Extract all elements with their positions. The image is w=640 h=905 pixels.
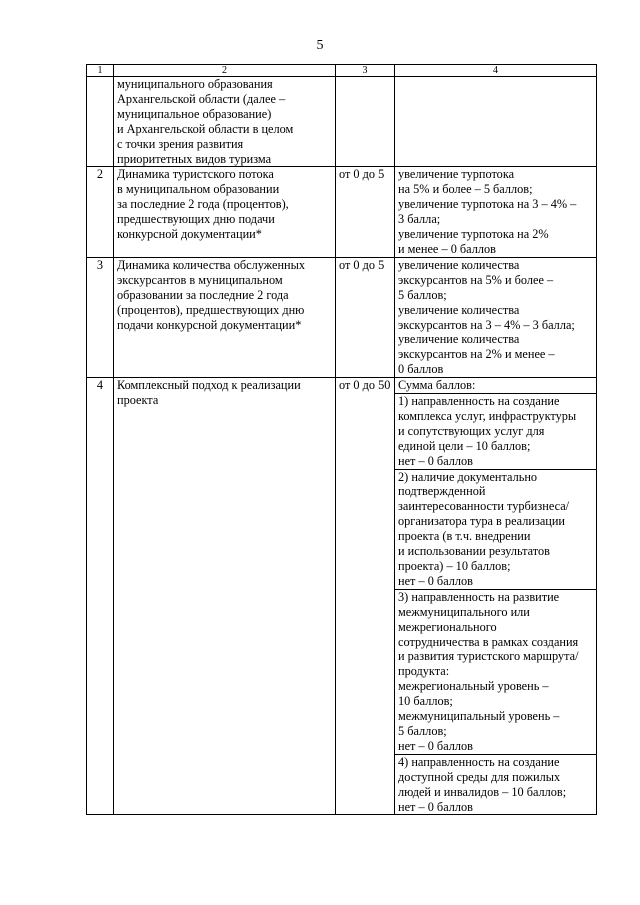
header-cell-1: 1	[87, 65, 114, 77]
scoring-line: нет – 0 баллов	[398, 573, 473, 588]
scoring-line: продукта:	[398, 664, 450, 679]
scoring-line: увеличение количества	[398, 332, 520, 347]
criterion-line: экскурсантов в муниципальном	[117, 272, 283, 287]
table-header-row	[87, 65, 597, 77]
scoring-line: единой цели – 10 баллов;	[398, 438, 531, 453]
scoring-line: увеличение турпотока на 3 – 4% –	[398, 197, 577, 212]
range-cell: от 0 до 5	[336, 257, 395, 377]
criterion-line: за последние 2 года (процентов),	[117, 197, 289, 212]
criterion-line: Архангельской области (далее –	[117, 91, 286, 106]
scoring-line: межрегионального	[398, 619, 497, 634]
table-row-3	[87, 257, 597, 377]
scoring-line: заинтересованности турбизнеса/	[398, 499, 570, 514]
table-row-4	[87, 378, 597, 394]
row-number-cell: 3	[87, 257, 114, 377]
criterion-line: с точки зрения развития	[117, 136, 244, 151]
range-cell	[336, 77, 395, 167]
scoring-line: 1) направленность на создание	[398, 394, 560, 409]
scoring-line: нет – 0 баллов	[398, 738, 473, 753]
header-cell-3: 3	[336, 65, 395, 77]
header-cell-4: 4	[395, 65, 597, 77]
criterion-line: муниципальное образование)	[117, 106, 272, 121]
sum-label-cell	[395, 378, 597, 394]
scoring-line: 0 баллов	[398, 362, 444, 377]
scoring-cell	[395, 77, 597, 167]
scoring-line: на 5% и более – 5 баллов;	[398, 182, 533, 197]
scoring-subcell-4	[395, 754, 597, 815]
scoring-line: 3) направленность на развитие	[398, 589, 560, 604]
scoring-line: 5 баллов;	[398, 287, 447, 302]
scoring-line: подтвержденной	[398, 484, 486, 499]
scoring-line: увеличение турпотока	[398, 167, 515, 182]
scoring-line: и развития туристского маршрута/	[398, 649, 579, 664]
scoring-line: и сопутствующих услуг для	[398, 423, 545, 438]
scoring-line: и менее – 0 баллов	[398, 241, 496, 256]
row-number-cell: 4	[87, 378, 114, 815]
table-row-2	[87, 167, 597, 257]
criterion-line: предшествующих дню подачи	[117, 212, 275, 227]
row-number-cell	[87, 77, 114, 167]
scoring-line: комплекса услуг, инфраструктуры	[398, 408, 577, 423]
scoring-subcell-1	[395, 394, 597, 470]
criterion-line: (процентов), предшествующих дню	[117, 302, 305, 317]
scoring-subcell-2	[395, 469, 597, 589]
header-cell-2: 2	[114, 65, 336, 77]
criterion-line: Динамика туристского потока	[117, 167, 274, 182]
criteria-table	[86, 64, 597, 815]
criterion-line: проекта	[117, 393, 159, 408]
scoring-line: межрегиональный уровень –	[398, 679, 549, 694]
page-number: 5	[316, 38, 324, 53]
scoring-line: экскурсантов на 2% и менее –	[398, 347, 555, 362]
scoring-line: экскурсантов на 5% и более –	[398, 272, 554, 287]
scoring-line: экскурсантов на 3 – 4% – 3 балла;	[398, 317, 575, 332]
criterion-cell	[114, 167, 336, 257]
row-number-cell: 2	[87, 167, 114, 257]
criterion-line: муниципального образования	[117, 77, 273, 91]
scoring-line: 10 баллов;	[398, 694, 453, 709]
scoring-line: сотрудничества в рамках создания	[398, 634, 579, 649]
criterion-line: подачи конкурсной документации*	[117, 317, 302, 332]
scoring-line: межмуниципальный уровень –	[398, 709, 560, 724]
scoring-cell	[395, 167, 597, 257]
scoring-line: нет – 0 баллов	[398, 453, 473, 468]
scoring-line: 2) наличие документально	[398, 469, 538, 484]
sum-label: Сумма баллов:	[398, 378, 476, 393]
scoring-line: межмуниципального или	[398, 604, 530, 619]
range-cell: от 0 до 50	[336, 378, 395, 815]
criterion-line: конкурсной документации*	[117, 227, 262, 242]
range-cell: от 0 до 5	[336, 167, 395, 257]
criterion-line: образовании за последние 2 года	[117, 287, 289, 302]
criterion-line: Комплексный подход к реализации	[117, 378, 301, 393]
scoring-subcell-3	[395, 589, 597, 754]
criterion-cell	[114, 378, 336, 815]
scoring-cell	[395, 257, 597, 377]
scoring-line: 4) направленность на создание	[398, 754, 560, 769]
scoring-line: организатора тура в реализации	[398, 514, 566, 529]
scoring-line: проекта (в т.ч. внедрении	[398, 529, 531, 544]
table-row-continued	[87, 77, 597, 167]
criterion-line: и Архангельской области в целом	[117, 121, 294, 136]
scoring-line: проекта) – 10 баллов;	[398, 559, 511, 573]
scoring-line: увеличение количества	[398, 257, 520, 272]
criterion-line: Динамика количества обслуженных	[117, 257, 306, 272]
scoring-line: увеличение количества	[398, 302, 520, 317]
scoring-line: людей и инвалидов – 10 баллов;	[398, 784, 567, 799]
scoring-line: 3 балла;	[398, 212, 441, 227]
scoring-line: доступной среды для пожилых	[398, 769, 561, 784]
scoring-line: 5 баллов;	[398, 723, 447, 738]
criterion-cell	[114, 77, 336, 167]
criterion-cell	[114, 257, 336, 377]
scoring-line: и использовании результатов	[398, 544, 550, 559]
scoring-line: нет – 0 баллов	[398, 799, 473, 814]
criterion-line: в муниципальном образовании	[117, 182, 280, 197]
scoring-line: увеличение турпотока на 2%	[398, 227, 549, 242]
criterion-line: приоритетных видов туризма	[117, 151, 272, 166]
